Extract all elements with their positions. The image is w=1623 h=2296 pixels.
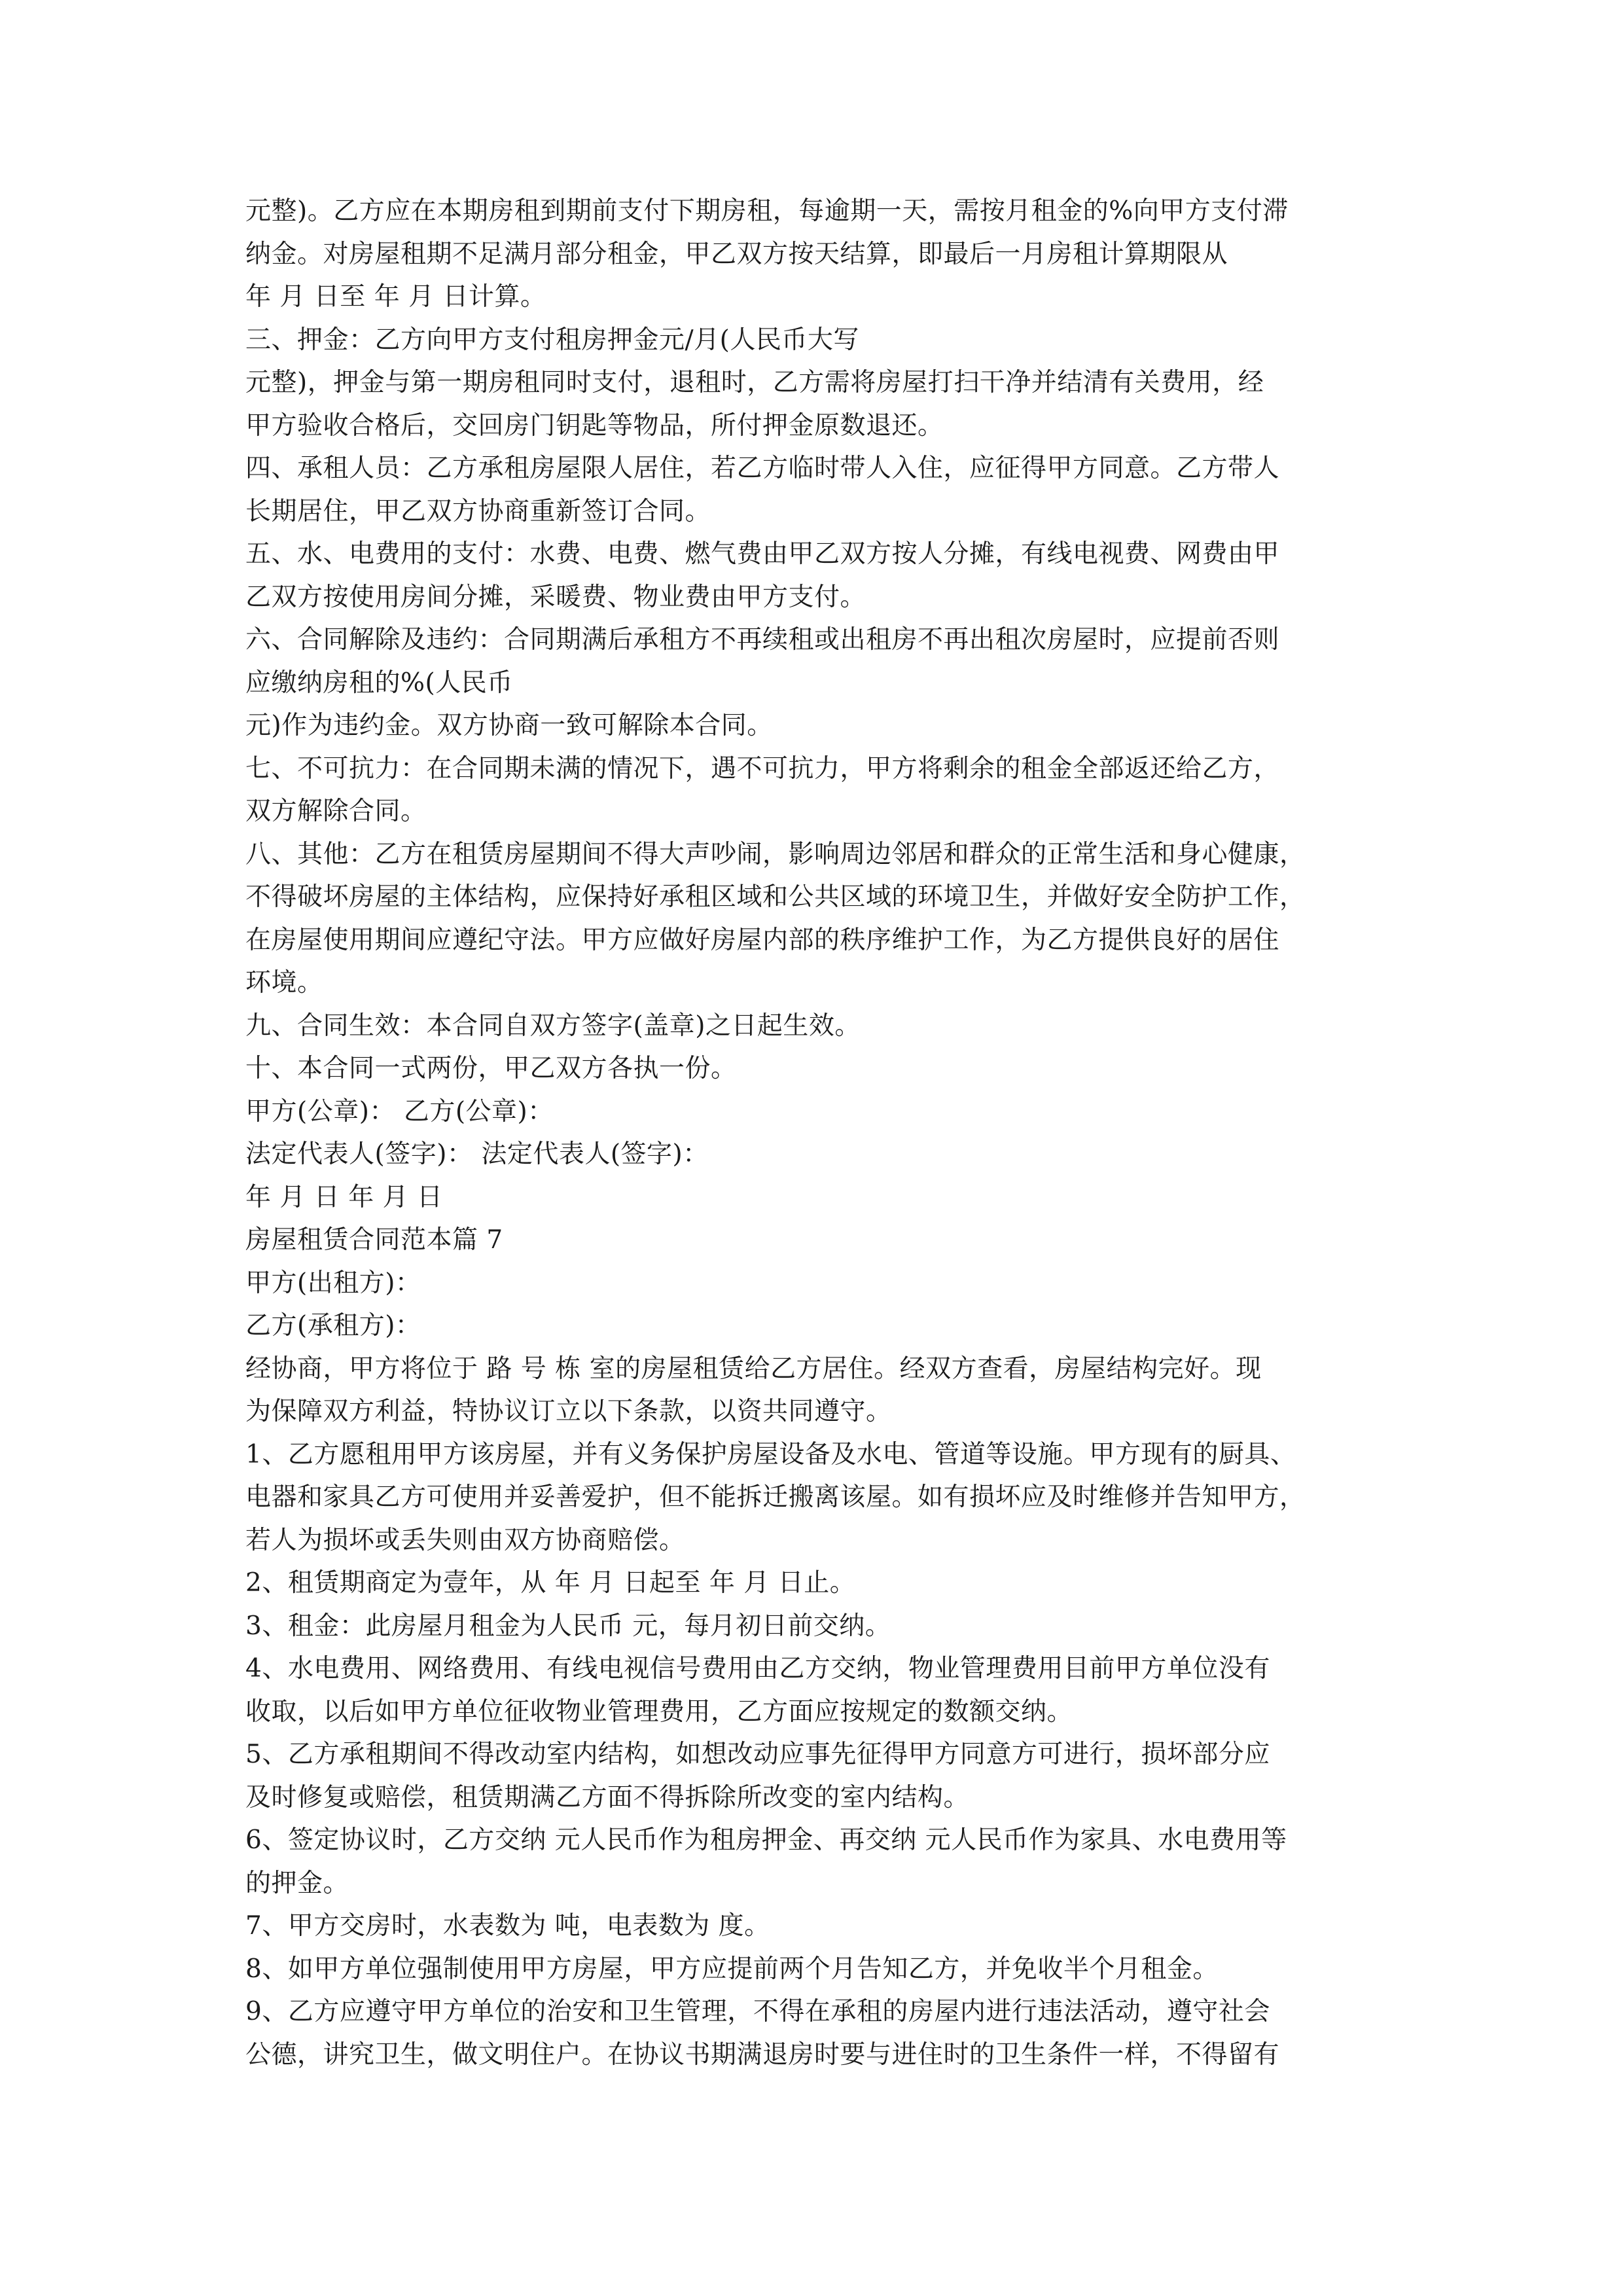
item-2: 2、租赁期商定为壹年，从 年 月 日起至 年 月 日止。 [245, 1568, 856, 1598]
text-line: 长期居住，甲乙双方协商重新签订合同。 [245, 496, 711, 526]
clause-6-termination: 六、合同解除及违约：合同期满后承租方不再续租或出租房不再出租次房屋时，应提前否则 [245, 625, 1280, 655]
clause-9-effective: 九、合同生效：本合同自双方签字(盖章)之日起生效。 [245, 1011, 861, 1041]
text-line: 不得破坏房屋的主体结构，应保持好承租区域和公共区域的环境卫生，并做好安全防护工作， [245, 882, 1306, 912]
contract-text [245, 190, 1384, 2076]
text-line: 乙双方按使用房间分摊，采暖费、物业费由甲方支付。 [245, 582, 866, 612]
clause-8-other: 八、其他：乙方在租赁房屋期间不得大声吵闹，影响周边邻居和群众的正常生活和身心健康， [245, 839, 1306, 869]
clause-4-tenants: 四、承租人员：乙方承租房屋限人居住，若乙方临时带人入住，应征得甲方同意。乙方带人 [245, 454, 1280, 483]
text-line: 为保障双方利益，特协议订立以下条款，以资共同遵守。 [245, 1397, 892, 1426]
text-line: 收取，以后如甲方单位征收物业管理费用，乙方面应按规定的数额交纳。 [245, 1696, 1073, 1727]
clause-3-deposit: 三、押金：乙方向甲方支付租房押金元/月(人民币大写 [245, 325, 859, 355]
item-9: 9、乙方应遵守甲方单位的治安和卫生管理，不得在承租的房屋内进行违法活动，遵守社会 [245, 1997, 1270, 2026]
item-4: 4、水电费用、网络费用、有线电视信号费用由乙方交纳，物业管理费用目前甲方单位没有 [245, 1654, 1270, 1683]
text-line: 电器和家具乙方可使用并妥善爱护，但不能拆迁搬离该屋。如有损坏应及时维修并告知甲方， [245, 1482, 1306, 1512]
text-line: 双方解除合同。 [245, 797, 427, 826]
item-6: 6、签定协议时，乙方交纳 元人民币作为租房押金、再交纳 元人民币作为家具、水电费用等 [245, 1825, 1287, 1855]
text-line: 元)作为违约金。双方协商一致可解除本合同。 [245, 711, 773, 740]
text-line: 在房屋使用期间应遵纪守法。甲方应做好房屋内部的秩序维护工作，为乙方提供良好的居住 [245, 925, 1280, 955]
item-8: 8、如甲方单位强制使用甲方房屋，甲方应提前两个月告知乙方，并免收半个月租金。 [245, 1954, 1219, 1984]
date-line: 年 月 日 年 月 日 [245, 1182, 443, 1212]
text-line: 纳金。对房屋租期不足满月部分租金，甲乙双方按天结算，即最后一月房租计算期限从 [245, 239, 1228, 269]
text-line: 若人为损坏或丢失则由双方协商赔偿。 [245, 1525, 685, 1555]
clause-7-force-majeure: 七、不可抗力：在合同期未满的情况下，遇不可抗力，甲方将剩余的租金全部返还给乙方， [245, 753, 1280, 783]
item-7: 7、甲方交房时，水表数为 吨，电表数为 度。 [245, 1911, 770, 1941]
preamble: 经协商，甲方将位于 路 号 栋 室的房屋租赁给乙方居住。经双方查看，房屋结构完好。现 [245, 1354, 1262, 1384]
text-line: 甲方验收合格后，交回房门钥匙等物品，所付押金原数退还。 [245, 410, 944, 440]
item-5: 5、乙方承租期间不得改动室内结构，如想改动应事先征得甲方同意方可进行，损坏部分应 [245, 1740, 1270, 1769]
text-line: 的押金。 [245, 1868, 349, 1898]
text-line: 环境。 [245, 968, 323, 997]
seal-line: 甲方(公章)： 乙方(公章)： [245, 1096, 554, 1126]
item-1: 1、乙方愿租用甲方该房屋，并有义务保护房屋设备及水电、管道等设施。甲方现有的厨具、 [245, 1439, 1296, 1469]
party-a-label: 甲方(出租方)： [245, 1268, 421, 1298]
party-b-label: 乙方(承租方)： [245, 1311, 421, 1340]
text-line: 元整)，押金与第一期房租同时支付，退租时，乙方需将房屋打扫干净并结清有关费用，经 [245, 368, 1264, 397]
text-line: 年 月 日至 年 月 日计算。 [245, 282, 546, 312]
text-line: 应缴纳房租的%(人民币 [245, 668, 513, 698]
item-3: 3、租金：此房屋月租金为人民币 元，每月初日前交纳。 [245, 1611, 891, 1641]
clause-5-utilities: 五、水、电费用的支付：水费、电费、燃气费由甲乙双方按人分摊，有线电视费、网费由甲 [245, 539, 1280, 569]
text-line: 及时修复或赔偿，租赁期满乙方面不得拆除所改变的室内结构。 [245, 1782, 970, 1812]
text-line: 元整)。乙方应在本期房租到期前支付下期房租，每逾期一天，需按月租金的%向甲方支付滞 [245, 196, 1289, 226]
text-line: 公德，讲究卫生，做文明住户。在协议书期满退房时要与进住时的卫生条件一样，不得留有 [245, 2039, 1280, 2070]
clause-10-copies: 十、本合同一式两份，甲乙双方各执一份。 [245, 1054, 737, 1083]
section-title: 房屋租赁合同范本篇 7 [245, 1225, 503, 1255]
signature-line: 法定代表人(签字)： 法定代表人(签字)： [245, 1139, 709, 1169]
